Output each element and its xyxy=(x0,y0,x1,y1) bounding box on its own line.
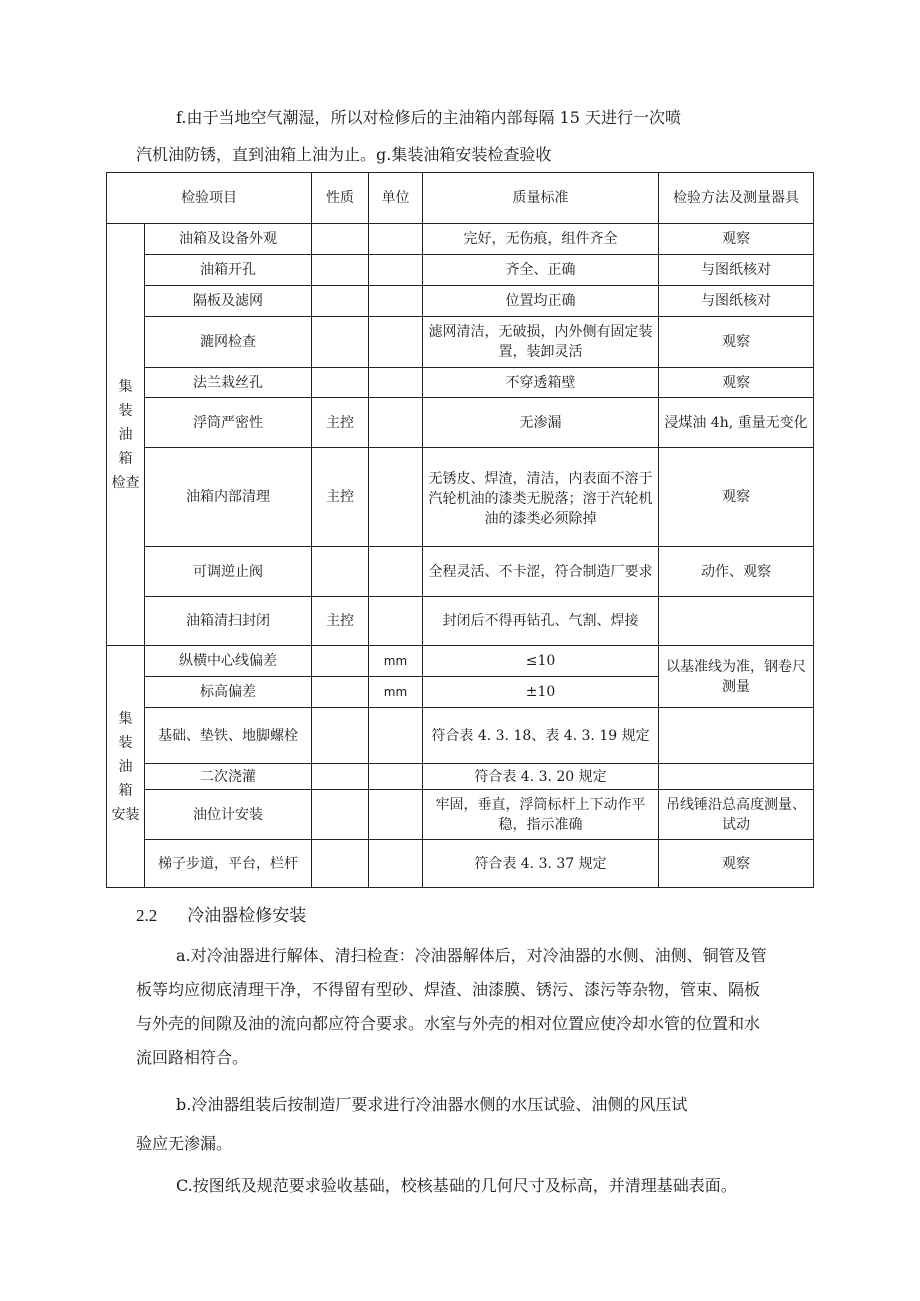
inspection-table xyxy=(106,172,814,888)
cell-item: 梯子步道，平台，栏杆 xyxy=(145,840,312,888)
cell-method-shared: 以基准线为准，钢卷尺测量 xyxy=(659,646,814,708)
cell-item: 油箱及设备外观 xyxy=(145,224,312,255)
cell-property xyxy=(312,547,369,597)
cell-method xyxy=(659,764,814,790)
cell-unit: mm xyxy=(369,646,423,677)
cell-method: 浸煤油 4h, 重量无变化 xyxy=(659,398,814,448)
cell-property xyxy=(312,255,369,286)
cell-unit xyxy=(369,840,423,888)
table-row xyxy=(107,317,814,368)
cell-standard: 符合表 4. 3. 37 规定 xyxy=(423,840,659,888)
table-row xyxy=(107,708,814,764)
cell-unit xyxy=(369,286,423,317)
cell-item: 油箱内部清理 xyxy=(145,448,312,547)
cell-method: 吊线锤沿总高度测量、试动 xyxy=(659,790,814,840)
group-label-installation xyxy=(107,646,145,888)
cell-standard: 滤网清洁，无破损，内外侧有固定装置，装卸灵活 xyxy=(423,317,659,368)
table-row xyxy=(107,764,814,790)
cell-unit: mm xyxy=(369,677,423,708)
cell-property xyxy=(312,708,369,764)
cell-unit xyxy=(369,448,423,547)
paragraph-a-line: 与外壳的间隙及油的流向都应符合要求。水室与外壳的相对位置应使冷却水管的位置和水 xyxy=(136,1014,761,1033)
cell-property xyxy=(312,790,369,840)
cell-item: 隔板及滤网 xyxy=(145,286,312,317)
cell-item: 可调逆止阀 xyxy=(145,547,312,597)
table-row xyxy=(107,368,814,398)
cell-unit xyxy=(369,368,423,398)
cell-method: 观察 xyxy=(659,224,814,255)
cell-standard: 符合表 4. 3. 18、表 4. 3. 19 规定 xyxy=(423,708,659,764)
section-title: 冷油器检修安装 xyxy=(187,906,307,926)
cell-item: 漉网检查 xyxy=(145,317,312,368)
cell-standard: 全程灵活、不卡涩，符合制造厂要求 xyxy=(423,547,659,597)
group-label-line: 安装 xyxy=(111,806,140,823)
table-row xyxy=(107,224,814,255)
cell-property: 主控 xyxy=(312,398,369,448)
table-row xyxy=(107,840,814,888)
cell-unit xyxy=(369,255,423,286)
cell-standard: 封闭后不得再钻孔、气割、焊接 xyxy=(423,597,659,646)
paragraph-a-line: 板等均应彻底清理干净，不得留有型砂、焊渣、油漆膜、锈污、漆污等杂物，管束、隔板 xyxy=(136,980,761,999)
group-label-line: 检查 xyxy=(111,474,140,491)
cell-property xyxy=(312,317,369,368)
cell-standard: 齐全、正确 xyxy=(423,255,659,286)
paragraph-a-line: a.对冷油器进行解体、清扫检查：冷油器解体后，对冷油器的水侧、油侧、铜管及管 xyxy=(176,946,767,965)
table-row xyxy=(107,398,814,448)
cell-unit xyxy=(369,317,423,368)
table-header-row xyxy=(107,173,814,224)
cell-standard: 无锈皮、焊渣，清洁，内表面不溶于汽轮机油的漆类无脱落；溶于汽轮机油的漆类必须除掉 xyxy=(423,448,659,547)
group-label-line: 油 箱 xyxy=(118,758,133,799)
table-row xyxy=(107,448,814,547)
section-heading xyxy=(136,905,306,927)
paragraph-b-line-1: b.冷油器组装后按制造厂要求进行冷油器水侧的水压试验、油侧的风压试 xyxy=(176,1095,688,1114)
header-item: 检验项目 xyxy=(107,173,312,224)
cell-item: 油箱清扫封闭 xyxy=(145,597,312,646)
cell-standard: ≤10 xyxy=(423,646,659,677)
cell-method: 观察 xyxy=(659,448,814,547)
cell-unit xyxy=(369,398,423,448)
cell-item: 油箱开孔 xyxy=(145,255,312,286)
cell-method xyxy=(659,708,814,764)
intro-line-1: f.由于当地空气潮湿，所以对检修后的主油箱内部每隔 15 天进行一次喷 xyxy=(176,108,681,127)
header-method: 检验方法及测量器具 xyxy=(659,173,814,224)
cell-method xyxy=(659,597,814,646)
cell-method: 观察 xyxy=(659,368,814,398)
cell-property xyxy=(312,764,369,790)
cell-standard: 不穿透箱壁 xyxy=(423,368,659,398)
cell-property xyxy=(312,368,369,398)
table-row xyxy=(107,255,814,286)
cell-item: 基础、垫铁、地脚螺栓 xyxy=(145,708,312,764)
cell-standard: 牢固，垂直，浮筒标杆上下动作平稳，指示准确 xyxy=(423,790,659,840)
cell-unit xyxy=(369,708,423,764)
cell-unit xyxy=(369,764,423,790)
cell-unit xyxy=(369,547,423,597)
group-label-line: 集 装 xyxy=(118,378,133,419)
group-label-inspection xyxy=(107,224,145,646)
paragraph-b-line-2: 验应无渗漏。 xyxy=(136,1134,233,1153)
paragraph-a-line: 流回路相符合。 xyxy=(136,1048,249,1067)
cell-standard: ±10 xyxy=(423,677,659,708)
cell-item: 纵横中心线偏差 xyxy=(145,646,312,677)
cell-property: 主控 xyxy=(312,448,369,547)
table-row xyxy=(107,597,814,646)
cell-item: 法兰栽丝孔 xyxy=(145,368,312,398)
cell-item: 标高偏差 xyxy=(145,677,312,708)
cell-standard: 完好，无伤痕，组件齐全 xyxy=(423,224,659,255)
cell-standard: 符合表 4. 3. 20 规定 xyxy=(423,764,659,790)
group-label-line: 油 箱 xyxy=(118,426,133,467)
header-property: 性质 xyxy=(312,173,369,224)
table-row xyxy=(107,790,814,840)
cell-unit xyxy=(369,597,423,646)
cell-method: 与图纸核对 xyxy=(659,286,814,317)
cell-item: 浮筒严密性 xyxy=(145,398,312,448)
cell-method: 与图纸核对 xyxy=(659,255,814,286)
cell-item: 二次浇灌 xyxy=(145,764,312,790)
section-number: 2.2 xyxy=(136,906,158,925)
cell-method: 动作、观察 xyxy=(659,547,814,597)
table-row xyxy=(107,547,814,597)
cell-property xyxy=(312,646,369,677)
cell-property xyxy=(312,224,369,255)
cell-standard: 无渗漏 xyxy=(423,398,659,448)
cell-unit xyxy=(369,790,423,840)
group-label-line: 集 装 xyxy=(118,710,133,751)
header-unit: 单位 xyxy=(369,173,423,224)
cell-method: 观察 xyxy=(659,317,814,368)
cell-property: 主控 xyxy=(312,597,369,646)
paragraph-c: C.按图纸及规范要求验收基础，校核基础的几何尺寸及标高，并清理基础表面。 xyxy=(176,1176,737,1195)
table-row xyxy=(107,286,814,317)
intro-line-2: 汽机油防锈，直到油箱上油为止。g.集装油箱安装检查验收 xyxy=(136,145,552,164)
table-row xyxy=(107,646,814,677)
cell-property xyxy=(312,677,369,708)
cell-unit xyxy=(369,224,423,255)
header-standard: 质量标准 xyxy=(423,173,659,224)
cell-property xyxy=(312,840,369,888)
cell-property xyxy=(312,286,369,317)
cell-standard: 位置均正确 xyxy=(423,286,659,317)
cell-method: 观察 xyxy=(659,840,814,888)
cell-item: 油位计安装 xyxy=(145,790,312,840)
